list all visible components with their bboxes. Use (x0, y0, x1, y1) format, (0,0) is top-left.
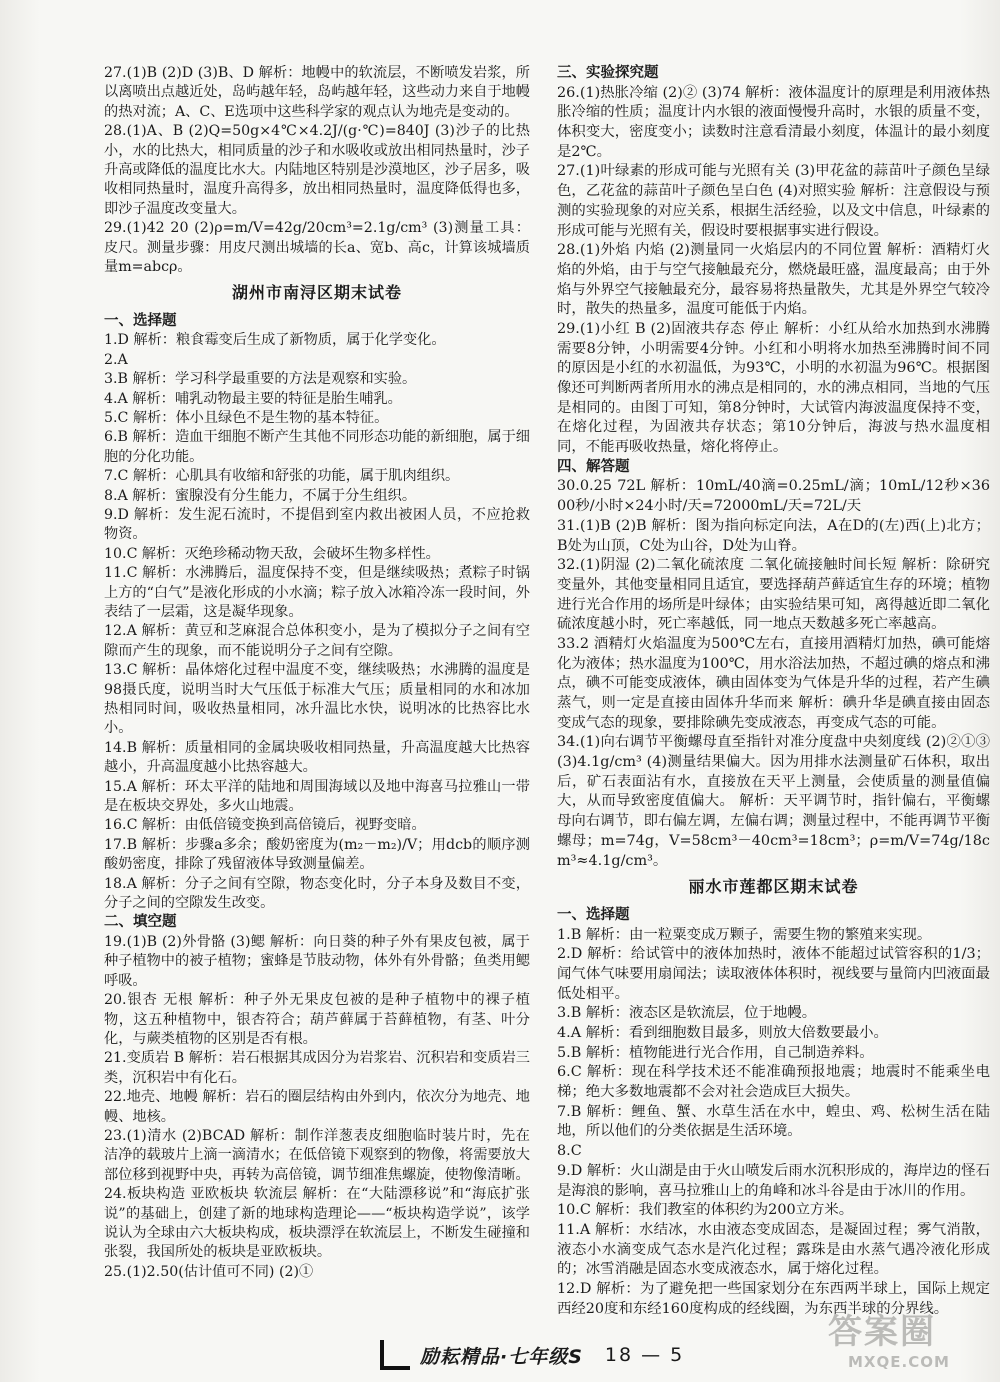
answer-paragraph: 26.(1)热胀冷缩 (2)② (3)74 解析：液体温度计的原理是利用液体热胀冷缩的性质；温度计内水银的液面慢慢升高时，水银的质量不变，体积变大，密度变小；读数时注意看清最小刻度，体温计的最小刻度是2℃。 (557, 84, 990, 160)
answer-paragraph: 11.C 解析：水沸腾后，温度保持不变，但是继续吸热；煮粽子时锅上方的“白气”是液化形成的小水滴；粽子放入冰箱冷冻一段时间，外表结了一层霜，这是凝华现象。 (104, 565, 530, 620)
answer-paragraph: 27.(1)B (2)D (3)B、D 解析：地幔中的软流层，不断喷发岩浆，所以离喷出点越近处，岛屿越年轻，岛屿越年轻，这些动力来自于地幔的热对流；A、C、E选项中这些科学家的观点认为地壳是变动的。 (104, 65, 530, 120)
answer-paragraph: 28.(1)A、B (2)Q=50g×4℃×4.2J/(g·℃)=840J (3)沙子的比热小，水的比热大，相同质量的沙子和水吸收或放出相同热量时，沙子升高或降低的温度比水大。内陆地区特别是沙漠地区，沙子居多，吸收相同热量时，温度升高得多，放出相同热量时，温度降低得也多，即沙子温度改变量大。 (104, 123, 530, 217)
answer-paragraph: 18.A 解析：分子之间有空隙，物态变化时，分子本身及数目不变，分子之间的空隙发生改变。 (104, 875, 530, 912)
page-footer (380, 1338, 710, 1372)
watermark-text: 答案圈 (828, 1312, 936, 1352)
exam-section-title: 丽水市莲都区期末试卷 (688, 877, 859, 897)
question-type-heading: 四、解答题 (557, 458, 630, 475)
answer-paragraph: 23.(1)清水 (2)BCAD 解析：制作洋葱表皮细胞临时装片时，先在洁净的载玻片上滴一滴清水；在低倍镜下观察到的物像，将需要放大部位移到视野中央，再转为高倍镜，调节细准焦螺旋，使物像清晰。 (104, 1127, 530, 1183)
answer-paragraph: 8.C (557, 1143, 582, 1160)
question-type-heading: 三、实验探究题 (557, 65, 659, 81)
right-column (557, 64, 990, 1319)
corner-bracket-icon (380, 1340, 410, 1370)
answer-paragraph: 12.D 解析：为了避免把一些国家划分在东西两半球上，国际上规定西经20度和东经160度构成的经线圈，为东西半球的分界线。 (557, 1280, 990, 1317)
answer-paragraph: 20.银杏 无根 解析：种子外无果皮包被的是种子植物中的裸子植物，这五种植物中，银杏符合；葫芦藓属于苔藓植物，有茎、叶分化，与蕨类植物的区别是否有根。 (104, 992, 530, 1047)
answer-paragraph: 15.A 解析：环太平洋的陆地和周围海域以及地中海喜马拉雅山一带是在板块交界处，多火山地震。 (104, 778, 530, 815)
answer-paragraph: 14.B 解析：质量相同的金属块吸收相同热量，升高温度越大比热容越小，升高温度越小比热容越大。 (104, 739, 530, 776)
answer-paragraph: 10.C 解析：我们教室的体积约为200立方米。 (557, 1202, 854, 1219)
answer-paragraph: 1.D 解析：粮食霉变后生成了新物质，属于化学变化。 (104, 332, 446, 349)
footer-page-number: 18 — 5 (604, 1344, 685, 1366)
footer-book-label: 励耘精品·七年级S (420, 1345, 583, 1368)
answer-paragraph: 10.C 解析：灭绝珍稀动物天敌，会破坏生物多样性。 (104, 545, 440, 562)
answer-paragraph: 25.(1)2.50(估计值可不同) (2)① (104, 1263, 314, 1280)
left-column (104, 64, 530, 1282)
exam-section-title: 湖州市南浔区期末试卷 (231, 283, 402, 303)
answer-paragraph: 7.C 解析：心肌具有收缩和舒张的功能，属于肌肉组织。 (104, 468, 460, 485)
answer-paragraph: 2.D 解析：给试管中的液体加热时，液体不能超过试管容积的1/3；闻气体气味要用扇闻法；读取液体体积时，视线要与量筒内凹液面最低处相平。 (557, 946, 990, 1002)
answer-paragraph: 33.2 酒精灯火焰温度为500℃左右，直接用酒精灯加热，碘可能熔化为液体；热水温度为100℃，用水浴法加热，不超过碘的熔点和沸点，碘不可能变成液体，碘由固体变为气体是升华的过程，若产生碘蒸气，则一定是直接由固体升华而来 解析：碘升华是碘直接由固态变成气态的现象，要排除碘先变成液态，再变成气态的可能。 (557, 635, 990, 731)
answer-paragraph: 28.(1)外焰 内焰 (2)测量同一火焰层内的不同位置 解析：酒精灯火焰的外焰，由于与空气接触最充分，燃烧最旺盛，温度最高；由于外焰与外界空气接触最充分，最容易将热量散失，尤其是外界空气较冷时，散失的热量多，温度可能低于内焰。 (557, 242, 990, 318)
answer-paragraph: 13.C 解析：晶体熔化过程中温度不变，继续吸热；水沸腾的温度是98摄氏度，说明当时大气压低于标准大气压；质量相同的水和冰加热相同时间，吸收热量相同，冰升温比水快，说明冰的比热容比水小。 (104, 662, 530, 737)
answer-paragraph: 4.A 解析：哺乳动物最主要的特征是胎生哺乳。 (104, 390, 402, 407)
answer-paragraph: 17.B 解析：步骤a多余；酸奶密度为(m₂－m₂)/V；用dcb的顺序测酸奶密度，排除了残留液体导致测量偏差。 (104, 836, 530, 873)
answer-paragraph: 8.A 解析：蜜腺没有分生能力，不属于分生组织。 (104, 487, 417, 504)
answer-paragraph: 22.地壳、地幔 解析：岩石的圈层结构由外到内，依次分为地壳、地幔、地核。 (104, 1089, 530, 1125)
answer-paragraph: 5.C 解析：体小且绿色不是生物的基本特征。 (104, 409, 389, 426)
answer-paragraph: 12.A 解析：黄豆和芝麻混合总体积变小，是为了模拟分子之间有空隙而产生的现象，而不能说明分子之间有空隙。 (104, 623, 530, 659)
answer-paragraph: 16.C 解析：由低倍镜变换到高倍镜后，视野变暗。 (104, 817, 426, 834)
watermark-logo (828, 1304, 988, 1374)
answer-paragraph: 1.B 解析：由一粒粟变成万颗子，需要生物的繁殖来实现。 (557, 926, 932, 943)
answer-paragraph: 31.(1)B (2)B 解析：图为指向标定向法，A在D的(左)西(上)北方；B处为山顶，C处为山谷，D处为山脊。 (557, 517, 990, 554)
answer-paragraph: 7.B 解析：鲤鱼、蟹、水草生活在水中，蝗虫、鸡、松树生活在陆地，所以他们的分类依据是生活环境。 (557, 1103, 990, 1140)
answer-paragraph: 6.C 解析：现在科学技术还不能准确预报地震；地震时不能乘坐电梯；绝大多数地震都不会对社会造成巨大损失。 (557, 1064, 990, 1101)
answer-paragraph: 9.D 解析：发生泥石流时，不提倡到室内救出被困人员，不应抢救物资。 (104, 506, 530, 543)
answer-paragraph: 9.D 解析：火山湖是由于火山喷发后雨水沉积形成的，海岸边的怪石是海浪的影响，喜马拉雅山上的角峰和冰斗谷是由于冰川的作用。 (557, 1162, 990, 1199)
question-type-heading: 一、选择题 (104, 312, 177, 329)
answer-paragraph: 27.(1)叶绿素的形成可能与光照有关 (3)甲花盆的蒜苗叶子颜色呈绿色，乙花盆的蒜苗叶子颜色呈白色 (4)对照实验 解析：注意假设与预测的实验现象的对应关系，根据生活经验，以及文中信息，叶绿素的形成可能与光照有关，假设时要根据事实进行假设。 (557, 163, 990, 239)
answer-paragraph: 30.0.25 72L 解析：10mL/40滴=0.25mL/滴；10mL/12秒×3600秒/小时×24小时/天=72000mL/天=72L/天 (557, 478, 990, 515)
question-type-heading: 一、选择题 (557, 906, 630, 923)
answer-paragraph: 24.板块构造 亚欧板块 软流层 解析：在“大陆漂移说”和“海底扩张说”的基础上，创建了新的地球构造理论——“板块构造学说”，该学说认为全球由六大板块构成，板块漂浮在软流层上，不断发生碰撞和张裂，我国所处的板块是亚欧板块。 (104, 1186, 530, 1261)
answer-paragraph: 3.B 解析：学习科学最重要的方法是观察和实验。 (104, 371, 417, 388)
watermark-url: MXQE.COM (848, 1353, 950, 1371)
answer-paragraph: 11.A 解析：水结冰，水由液态变成固态，是凝固过程；雾气消散，液态小水滴变成气态水是汽化过程；露珠是由水蒸气遇冷液化形成的；冰雪消融是固态水变成液态水，属于熔化过程。 (557, 1221, 990, 1278)
answer-paragraph: 6.B 解析：造血干细胞不断产生其他不同形态功能的新细胞，属于细胞的分化功能。 (104, 429, 530, 465)
answer-paragraph: 21.变质岩 B 解析：岩石根据其成因分为岩浆岩、沉积岩和变质岩三类，沉积岩中有化石。 (104, 1050, 530, 1086)
answer-paragraph: 29.(1)小红 B (2)固液共存态 停止 解析：小红从给水加热到水沸腾需要8分钟，小明需要4分钟。小红和小明将水加热至沸腾时间不同的原因是小红的水初温低，为93℃，小明的水初温为96℃。根据图像还可判断两者所用水的沸点是相同的，水的沸点相同，当地的气压是相同的。由图丁可知，第8分钟时，大试管内海波温度保持不变，在熔化过程，为固液共存状态；第10分钟后，海波与热水温度相同，不能再吸收热量，熔化将停止。 (557, 320, 990, 456)
answer-paragraph: 34.(1)向右调节平衡螺母直至指针对准分度盘中央刻度线 (2)②①③ (3)4.1g/cm³ (4)测量结果偏大。因为用排水法测量矿石体积，取出后，矿石表面沾有水，直接放在天平上测量，会使质量的测量值偏大，从而导致密度值偏大。 解析：天平调节时，指针偏右，平衡螺母向右调节，即右偏左调，左偏右调；测量过程中，不能再调节平衡螺母；m=74g，V=58cm³－40cm³=18cm³；ρ=m/V=74g/18cm³≈4.1g/cm³。 (557, 734, 990, 869)
answer-paragraph: 3.B 解析：液态区是软流层，位于地幔。 (557, 1005, 817, 1022)
answer-paragraph: 32.(1)阴湿 (2)二氧化硫浓度 二氧化硫接触时间长短 解析：除研究变量外，其他变量相同且适宜，要选择葫芦藓适宜生存的环境；植物进行光合作用的场所是叶绿体；由实验结果可知，离得越近即二氧化硫浓度越小时，死亡率越低，同一地点天数越多死亡率越高。 (557, 557, 990, 633)
answer-paragraph: 4.A 解析：看到细胞数目最多，则放大倍数要最小。 (557, 1025, 888, 1041)
answer-paragraph: 19.(1)B (2)外骨骼 (3)鳃 解析：向日葵的种子外有果皮包被，属于种子植物中的被子植物；蜜蜂是节肢动物，体外有外骨骼；鱼类用鳃呼吸。 (104, 933, 530, 989)
answer-paragraph: 5.B 解析：植物能进行光合作用，自己制造养料。 (557, 1044, 874, 1061)
answer-paragraph: 29.(1)42 20 (2)ρ=m/V=42g/20cm³=2.1g/cm³ (3)测量工具：皮尺。测量步骤：用皮尺测出城墙的长a、宽b、高c，计算该城墙质量m=abcρ。 (104, 220, 530, 276)
answer-paragraph: 2.A (104, 351, 128, 368)
question-type-heading: 二、填空题 (104, 914, 177, 931)
